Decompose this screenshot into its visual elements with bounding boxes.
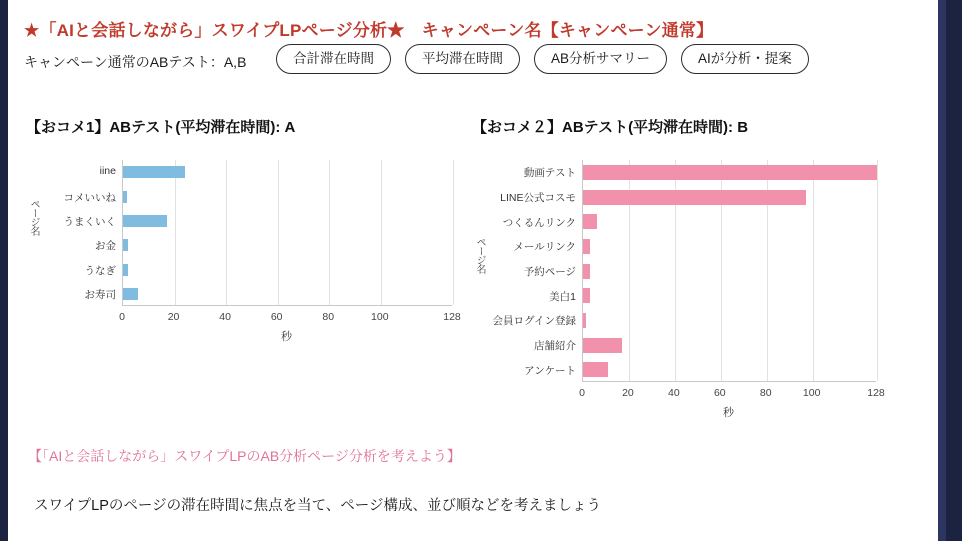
bar	[583, 239, 590, 254]
x-tick-label: 60	[270, 311, 283, 323]
plot-area	[582, 160, 876, 382]
category-label: うまくいく	[63, 215, 116, 228]
gridline	[381, 160, 382, 305]
x-tick-label: 40	[219, 311, 231, 323]
bar	[123, 264, 128, 276]
x-tick-label: 20	[622, 387, 634, 399]
tab-ai-analysis-proposal[interactable]: AIが分析・提案	[681, 44, 809, 74]
y-axis-label: ページ名	[474, 237, 485, 273]
gridline	[877, 160, 878, 381]
x-tick-label: 40	[668, 387, 680, 399]
category-label: 店舗紹介	[534, 340, 576, 352]
chart-a	[26, 156, 461, 346]
footer-body: スワイプLPのページの滞在時間に焦点を当て、ページ構成、並び順などを考えましょう	[34, 498, 601, 514]
x-tick-label: 128	[443, 311, 461, 323]
bar	[583, 190, 806, 205]
x-axis-label: 秒	[723, 407, 734, 419]
footer-note: 【「AIと会話しながら」スワイプLPのAB分析ページ分析を考えよう】	[28, 448, 461, 464]
category-label: メールリンク	[513, 241, 576, 254]
tab-total-dwell-time[interactable]: 合計滞在時間	[276, 44, 391, 74]
bar	[583, 264, 590, 279]
tab-average-dwell-time[interactable]: 平均滞在時間	[405, 44, 520, 74]
x-tick-label: 100	[371, 311, 389, 323]
metric-tab-row	[276, 44, 809, 74]
gridline	[453, 160, 454, 305]
category-label: アンケート	[524, 364, 576, 377]
category-label: お金	[95, 240, 116, 253]
category-label: LINE公式コスモ	[500, 192, 576, 204]
x-axis-label: 秒	[281, 331, 292, 343]
x-tick-label: 80	[322, 311, 335, 323]
chart-a-title: 【おコメ1】ABテスト(平均滞在時間): A	[26, 119, 296, 136]
bar	[583, 313, 586, 328]
bar	[123, 215, 167, 227]
tab-ab-analysis-summary[interactable]: AB分析サマリー	[534, 44, 667, 74]
x-tick-label: 0	[579, 387, 585, 399]
bar	[123, 239, 128, 251]
gridline	[278, 160, 279, 305]
scrollbar[interactable]	[938, 0, 946, 541]
y-axis-label: ページ名	[28, 199, 39, 235]
category-label: お寿司	[84, 288, 116, 301]
bar	[583, 165, 877, 180]
abtest-subtitle: キャンペーン通常のABテスト：A,B	[24, 54, 247, 70]
bar	[123, 166, 185, 178]
slide-page	[8, 0, 946, 541]
bar	[583, 338, 622, 353]
x-tick-label: 0	[119, 311, 125, 323]
bar	[123, 191, 127, 203]
category-label: iine	[99, 165, 116, 178]
page-title: ★「AIと会話しながら」スワイプLPページ分析★ キャンペーン名【キャンペーン通常】	[24, 21, 714, 40]
gridline	[226, 160, 227, 305]
bar	[583, 362, 608, 377]
gridline	[175, 160, 176, 305]
bar	[583, 288, 590, 303]
category-label: 会員ログイン登録	[492, 315, 576, 328]
category-label: 予約ページ	[523, 266, 576, 278]
chart-b-title: 【おコメ２】ABテスト(平均滞在時間): B	[472, 119, 749, 136]
category-label: うなぎ	[84, 264, 116, 277]
category-label: 美白1	[549, 290, 576, 303]
x-tick-label: 60	[713, 387, 726, 399]
x-tick-label: 80	[759, 387, 772, 399]
chart-b	[472, 156, 902, 421]
category-label: 動画テスト	[523, 167, 576, 180]
x-tick-label: 128	[867, 387, 885, 399]
gridline	[329, 160, 330, 305]
category-label: つくるんリンク	[502, 216, 576, 229]
bar	[583, 214, 597, 229]
plot-area	[122, 160, 452, 306]
x-tick-label: 100	[802, 387, 821, 399]
bar	[123, 288, 138, 300]
gridline	[813, 160, 814, 381]
x-tick-label: 20	[167, 311, 180, 323]
category-label: コメいいね	[63, 191, 116, 204]
